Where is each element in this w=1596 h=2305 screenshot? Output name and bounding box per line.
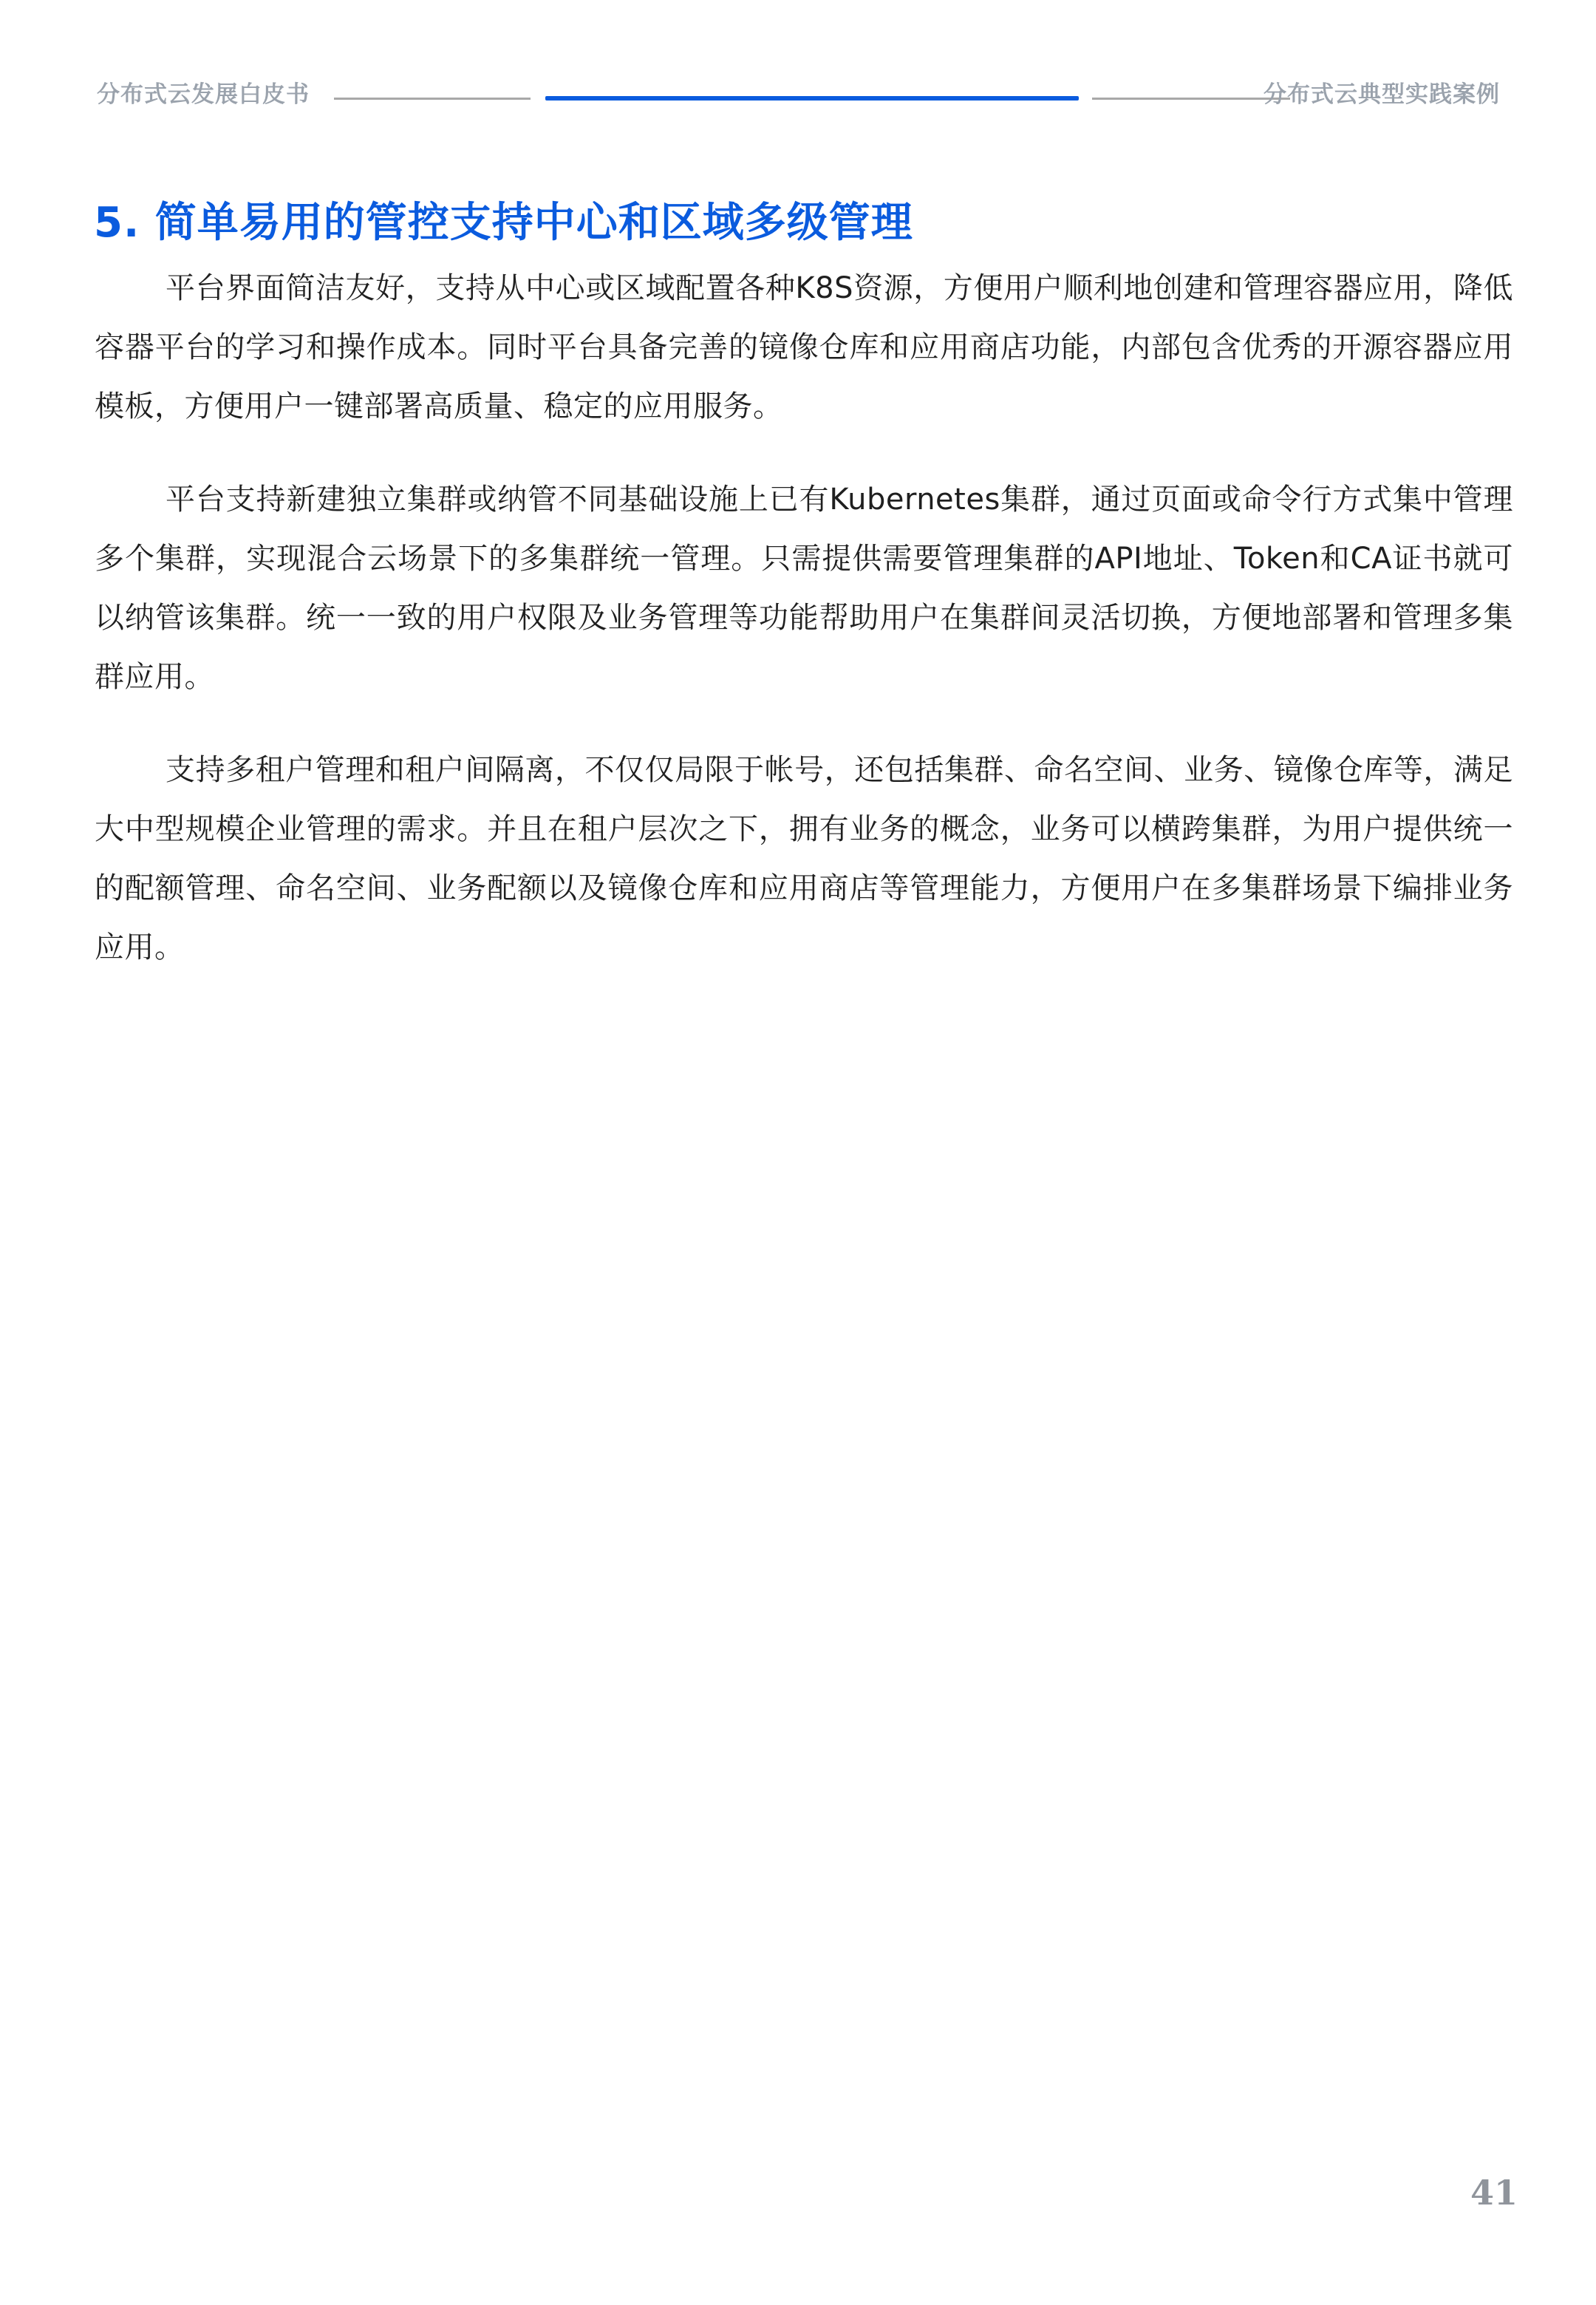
page-number: 41	[1470, 2173, 1518, 2213]
body-paragraph: 平台界面简洁友好，支持从中心或区域配置各种K8S资源，方便用户顺利地创建和管理容器应用，降低容器平台的学习和操作成本。同时平台具备完善的镜像仓库和应用商店功能，内部包含优秀的开源容器应用模板，方便用户一键部署高质量、稳定的应用服务。	[95, 271, 1513, 423]
section-heading: 5. 简单易用的管控支持中心和区域多级管理	[94, 199, 913, 247]
body-content	[95, 259, 1513, 1011]
body-paragraph: 平台支持新建独立集群或纳管不同基础设施上已有Kubernetes集群，通过页面或命令行方式集中管理多个集群，实现混合云场景下的多集群统一管理。只需提供需要管理集群的API地址、Token和CA证书就可以纳管该集群。统一一致的用户权限及业务管理等功能帮助用户在集群间灵活切换，方便地部署和管理多集群应用。	[95, 483, 1513, 694]
header-document-title: 分布式云发展白皮书	[97, 81, 310, 108]
header-divider-accent	[545, 96, 1079, 101]
body-paragraph: 支持多租户管理和租户间隔离，不仅仅局限于帐号，还包括集群、命名空间、业务、镜像仓库等，满足大中型规模企业管理的需求。并且在租户层次之下，拥有业务的概念，业务可以横跨集群，为用户提供统一的配额管理、命名空间、业务配额以及镜像仓库和应用商店等管理能力，方便用户在多集群场景下编排业务应用。	[95, 753, 1513, 964]
header-chapter-title: 分布式云典型实践案例	[1264, 81, 1500, 108]
header-divider-left	[334, 98, 531, 100]
header-divider-right	[1092, 98, 1290, 100]
